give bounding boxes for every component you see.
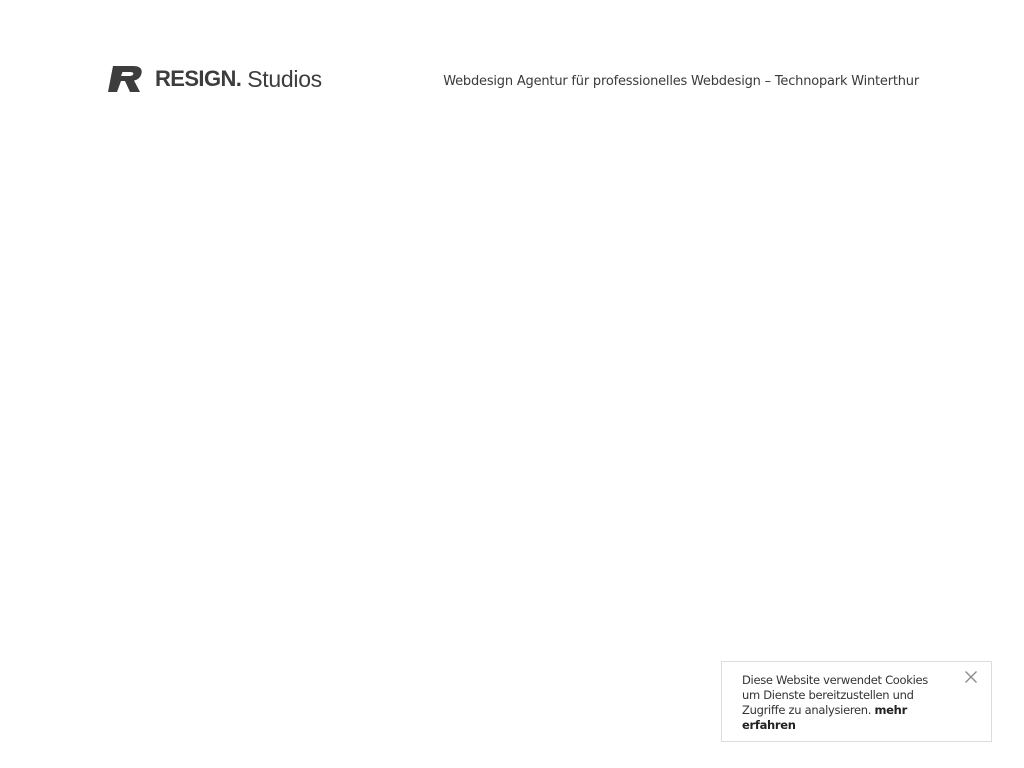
logo-r-icon [107, 64, 147, 94]
cookie-text [742, 673, 931, 733]
logo-brand-light: Studios [247, 65, 322, 92]
logo-brand-bold: RESIGN. [155, 66, 242, 91]
header [107, 62, 919, 98]
cookie-banner [721, 661, 992, 742]
cookie-more-link[interactable]: mehr erfahren [742, 703, 907, 732]
logo[interactable] [107, 62, 322, 96]
cookie-message: Diese Website verwendet Cookies um Dienste bereitzustellen und Zugriffe zu analysieren. [742, 673, 928, 717]
tagline: Webdesign Agentur für professionelles Webdesign – Technopark Winterthur [443, 74, 919, 89]
close-icon[interactable] [964, 670, 978, 684]
